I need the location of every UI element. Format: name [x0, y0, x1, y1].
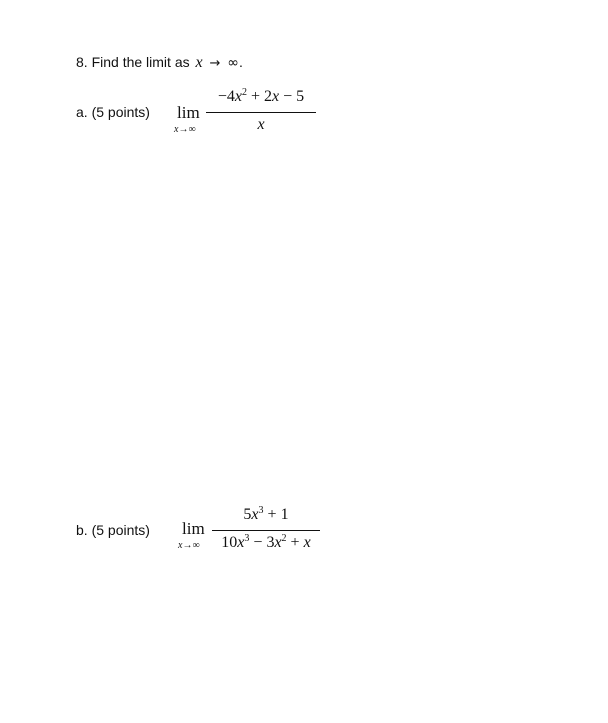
question-period: . — [238, 54, 243, 70]
part-b-label: b. (5 points) — [76, 522, 150, 538]
part-b-fraction — [212, 506, 320, 556]
part-b-denominator-text: $10x^3 - 3x^2 + x$ — [221, 533, 311, 551]
part-a-sub-target: ∞ — [188, 124, 196, 135]
part-a-sub-arrow: → — [178, 124, 189, 135]
part-b-sub-target: ∞ — [192, 540, 200, 551]
part-b-fraction-bar — [212, 530, 320, 531]
question-variable: x — [195, 54, 203, 71]
question-heading — [76, 54, 243, 72]
part-a-sub-var: x — [174, 124, 179, 135]
part-a-denominator — [206, 116, 316, 134]
part-b-lim: lim — [182, 519, 205, 538]
part-a-fraction-bar — [206, 112, 316, 113]
question-arrow: → — [209, 56, 221, 71]
part-b-numerator — [212, 506, 320, 524]
part-b-denominator — [212, 534, 320, 552]
part-a-lim-subscript — [174, 124, 196, 135]
part-a-fraction — [206, 88, 316, 138]
question-text: 8. Find the limit as — [76, 54, 190, 70]
part-b-numerator-text: $5x^3 + 1$ — [243, 505, 289, 523]
part-a-denominator-text: x — [257, 116, 265, 133]
part-a-lim: lim — [177, 103, 200, 122]
part-b-sub-var: x — [178, 540, 183, 551]
part-a-numerator-text: $-4x^2 + 2x - 5$ — [217, 87, 305, 105]
part-a-numerator — [206, 88, 316, 106]
question-infinity: ∞ — [227, 55, 239, 71]
part-b-lim-subscript — [178, 540, 200, 551]
part-b-sub-arrow: → — [182, 540, 193, 551]
part-a-label: a. (5 points) — [76, 104, 150, 120]
